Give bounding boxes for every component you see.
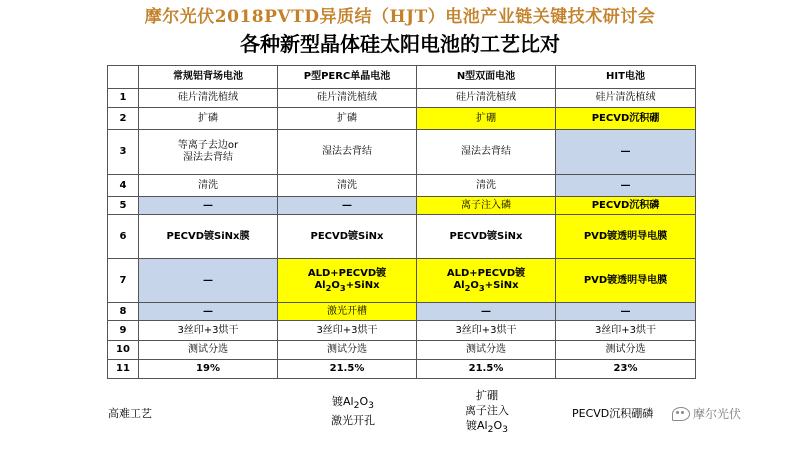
note-text: 镀Al: [466, 419, 488, 432]
table-cell-highlighted: PECVD沉积硼: [556, 108, 696, 130]
table-header-row: [108, 66, 696, 89]
table-cell: 清洗: [139, 175, 278, 197]
table-cell-highlighted: PVD镀透明导电膜: [556, 259, 696, 303]
row-index: 11: [108, 360, 139, 379]
table-cell: 测试分选: [278, 341, 417, 360]
table-row: [108, 259, 696, 303]
hit-difficult-steps: PECVD沉积硼磷: [572, 407, 654, 420]
header-cell-index: [108, 66, 139, 89]
table-row: [108, 130, 696, 175]
note-text: O: [493, 419, 503, 432]
subscript: 3: [478, 282, 485, 293]
subscript: 2: [325, 282, 332, 293]
row-index: 6: [108, 215, 139, 259]
header-cell-hit: HIT电池: [556, 66, 696, 89]
row-index: 2: [108, 108, 139, 130]
table-cell: 测试分选: [417, 341, 556, 360]
cell-text: +SiNx: [484, 279, 519, 291]
table-cell-empty: —: [139, 197, 278, 215]
note-text: 镀Al: [332, 395, 354, 408]
perc-difficult-steps: [298, 394, 408, 428]
row-index: 5: [108, 197, 139, 215]
n-type-difficult-steps: [432, 388, 542, 437]
efficiency-cell: 21.5%: [278, 360, 417, 379]
efficiency-cell: 23%: [556, 360, 696, 379]
table-row: [108, 303, 696, 321]
table-cell: 硅片清洗植绒: [278, 89, 417, 108]
table-cell-empty: —: [556, 303, 696, 321]
table-cell: 硅片清洗植绒: [139, 89, 278, 108]
row-index: 9: [108, 321, 139, 341]
cell-text: ALD+PECVD镀Al: [307, 267, 387, 291]
difficult-process-label: 高难工艺: [108, 407, 152, 420]
table-cell: 扩磷: [139, 108, 278, 130]
table-row: [108, 197, 696, 215]
table-cell: 硅片清洗植绒: [417, 89, 556, 108]
subscript: 3: [502, 424, 508, 436]
cell-line: 湿法去背结: [183, 152, 233, 163]
wechat-icon: [672, 407, 690, 421]
table-cell: 3丝印+3烘干: [556, 321, 696, 341]
efficiency-cell: 19%: [139, 360, 278, 379]
table-cell-empty: —: [556, 175, 696, 197]
table-cell: 硅片清洗植绒: [556, 89, 696, 108]
conference-title: 摩尔光伏2018PVTD异质结（HJT）电池产业链关键技术研讨会: [144, 7, 656, 27]
table-cell-empty: —: [139, 303, 278, 321]
row-index: 10: [108, 341, 139, 360]
table-cell: PECVD镀SiNx膜: [139, 215, 278, 259]
table-cell: 3丝印+3烘干: [278, 321, 417, 341]
row-index: 3: [108, 130, 139, 175]
table-row: [108, 215, 696, 259]
table-cell: [139, 130, 278, 175]
header-cell-al-bsf: 常规铝背场电池: [139, 66, 278, 89]
table-cell: 湿法去背结: [417, 130, 556, 175]
cell-text: +SiNx: [345, 279, 380, 291]
table-cell: 清洗: [417, 175, 556, 197]
table-row: [108, 360, 696, 379]
table-row: [108, 89, 696, 108]
note-line: [432, 418, 542, 437]
table-cell: 3丝印+3烘干: [417, 321, 556, 341]
table-cell-highlighted: PVD镀透明导电膜: [556, 215, 696, 259]
process-comparison-table: [107, 65, 696, 379]
subscript: 2: [464, 282, 471, 293]
row-index: 4: [108, 175, 139, 197]
wechat-watermark: [672, 405, 741, 422]
table-cell: 扩磷: [278, 108, 417, 130]
subscript: 2: [353, 400, 360, 412]
cell-line: 等离子去边or: [177, 140, 239, 151]
table-cell: 测试分选: [139, 341, 278, 360]
table-cell-highlighted: PECVD沉积磷: [556, 197, 696, 215]
table-cell: 测试分选: [556, 341, 696, 360]
row-index: 8: [108, 303, 139, 321]
slide-title: 各种新型晶体硅太阳电池的工艺比对: [240, 32, 560, 56]
header-cell-n-bifacial: N型双面电池: [417, 66, 556, 89]
table-cell-empty: —: [278, 197, 417, 215]
table-cell: 湿法去背结: [278, 130, 417, 175]
table-row: [108, 321, 696, 341]
cell-text: O: [470, 279, 479, 291]
subscript: 3: [368, 400, 374, 412]
efficiency-cell: 21.5%: [417, 360, 556, 379]
header-cell-perc: P型PERC单晶电池: [278, 66, 417, 89]
table-cell-empty: —: [139, 259, 278, 303]
table-cell-empty: —: [417, 303, 556, 321]
note-line: 激光开孔: [331, 414, 375, 428]
row-index: 7: [108, 259, 139, 303]
table-cell-highlighted: 离子注入磷: [417, 197, 556, 215]
table-cell-highlighted: 激光开槽: [278, 303, 417, 321]
cell-text: O: [331, 279, 340, 291]
table-cell: 清洗: [278, 175, 417, 197]
table-cell: PECVD镀SiNx: [278, 215, 417, 259]
table-cell: 3丝印+3烘干: [139, 321, 278, 341]
table-cell-highlighted: [417, 259, 556, 303]
subscript: 2: [487, 424, 494, 436]
table-cell-highlighted: 扩硼: [417, 108, 556, 130]
cell-text: ALD+PECVD镀Al: [446, 267, 526, 291]
subscript: 3: [339, 282, 346, 293]
note-line: [298, 394, 408, 413]
table-row: [108, 341, 696, 360]
note-text: O: [359, 395, 369, 408]
table-cell: PECVD镀SiNx: [417, 215, 556, 259]
note-line: 扩硼: [476, 389, 498, 402]
row-index: 1: [108, 89, 139, 108]
table-cell-highlighted: [278, 259, 417, 303]
table-row: [108, 175, 696, 197]
watermark-text: 摩尔光伏: [693, 407, 742, 421]
note-line: 离子注入: [465, 404, 509, 417]
table-row: [108, 108, 696, 130]
table-cell-empty: —: [556, 130, 696, 175]
